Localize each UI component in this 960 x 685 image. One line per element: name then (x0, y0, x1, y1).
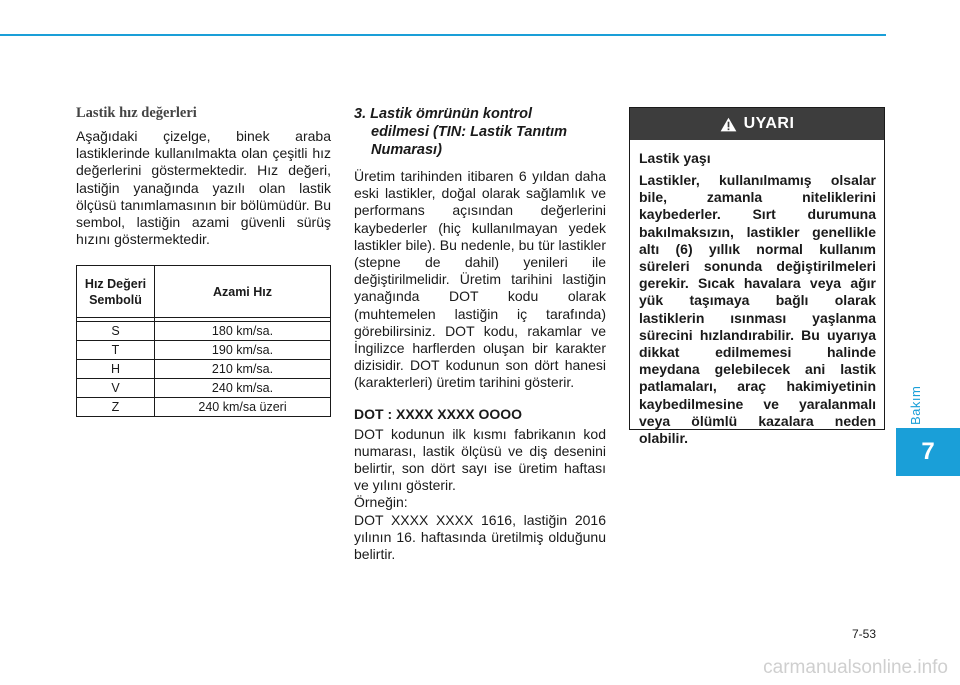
speed-cell: 180 km/sa. (155, 322, 331, 341)
header-symbol (77, 266, 155, 318)
example-paragraph: DOT XXXX XXXX 1616, lastiğin 2016 yılının 16. haftasında üretilmiş olduğunu belirtir. (354, 511, 606, 563)
symbol-cell: V (77, 379, 155, 398)
intro-paragraph: Aşağıdaki çizelge, binek araba lastiklerinde kullanılmakta olan çeşitli hız değerlerini göstermektedir. Hız değeri, lastiğin yanağında yazılı olan lastik ölçüsü tanımlamasının bir bölümüdür. Bu sembol, lastiğin azami güvenli sürüş hızını göstermektedir. (76, 128, 331, 248)
table-row (77, 360, 331, 379)
tin-heading-line2: edilmesi (TIN: Lastik Tanıtım (371, 124, 568, 140)
table-row (77, 322, 331, 341)
example-label: Örneğin: (354, 494, 408, 511)
section-heading: Lastik hız değerleri (76, 105, 197, 121)
warning-title: Lastik yaşı (639, 150, 711, 166)
header-speed: Azami Hız (155, 266, 331, 318)
table-row (77, 341, 331, 360)
symbol-cell: Z (77, 398, 155, 417)
chapter-tab (896, 428, 960, 476)
warning-box (629, 107, 885, 447)
chapter-name: Bakım (908, 385, 923, 425)
header-symbol-line1: Hız Değeri (84, 276, 147, 291)
left-column (76, 105, 331, 417)
table-row (77, 398, 331, 417)
watermark: carmanualsonline.info (763, 657, 948, 678)
middle-column (354, 105, 606, 563)
table-row (77, 379, 331, 398)
tin-heading-line1: 3. Lastik ömrünün kontrol (354, 106, 533, 122)
chapter-number: 7 (921, 438, 935, 465)
tin-heading (354, 105, 606, 159)
dot-code-format: DOT : XXXX XXXX OOOO (354, 405, 523, 422)
speed-rating-table (76, 265, 331, 417)
warning-body (630, 140, 884, 447)
speed-cell: 240 km/sa üzeri (155, 398, 331, 417)
warning-header (630, 108, 884, 140)
top-rule (0, 34, 886, 36)
tin-heading-line3: Numarası) (371, 142, 442, 158)
speed-cell: 210 km/sa. (155, 360, 331, 379)
symbol-cell: T (77, 341, 155, 360)
speed-cell: 190 km/sa. (155, 341, 331, 360)
table-header-row (77, 266, 331, 318)
tire-age-paragraph: Üretim tarihinden itibaren 6 yıldan daha eski lastikler, doğal olarak sağlamlık ve performans açısından değerlerini kaybederler (hiç kullanılmayan yedek lastikler bile). Bu nedenle, bu tür lastikler (stepne de dahil) yenileri ile değiştirilmelidir. Üretim tarihini lastiğin yanağında DOT kodu olarak (muhtemelen lastiğin iç tarafında) görebilirsiniz. DOT kodu, rakamlar ve İngilizce harflerden oluşan bir karakter dizisidir. DOT kodunun son dört hanesi (karakterleri) üretim tarihini gösterir. (354, 168, 606, 391)
warning-label: UYARI (743, 115, 795, 132)
dot-explanation-paragraph: DOT kodunun ilk kısmı fabrikanın kod numarası, lastik ölçüsü ve diş desenini belirtir, son dört sayı ise üretim haftası ve yılını gösterir. (354, 425, 606, 494)
speed-cell: 240 km/sa. (155, 379, 331, 398)
page-number: 7-53 (852, 627, 877, 641)
header-symbol-line2: Sembolü (89, 292, 142, 307)
symbol-cell: S (77, 322, 155, 341)
warning-triangle-icon (720, 117, 737, 132)
warning-text: Lastikler, kullanılmamış olsalar bile, zamanla niteliklerini kaybederler. Sırt durumuna bakılmaksızın, lastikler genellikle altı (6) yıllık normal kullanım süreleri sonunda değiştirilmeleri gerekir. Sıcak havalara veya ağır yük taşımaya bağlı olarak lastiklerin ısınması yaşlanma sürecini hızlandırabilir. Bu uyarıya dikkat edilmemesi halinde meydana gelebilecek ani lastik patlamaları, araç hakimiyetinin kaybedilmesine ve yaralanmalı veya ölümlü kazalara neden olabilir. (639, 172, 876, 447)
symbol-cell: H (77, 360, 155, 379)
